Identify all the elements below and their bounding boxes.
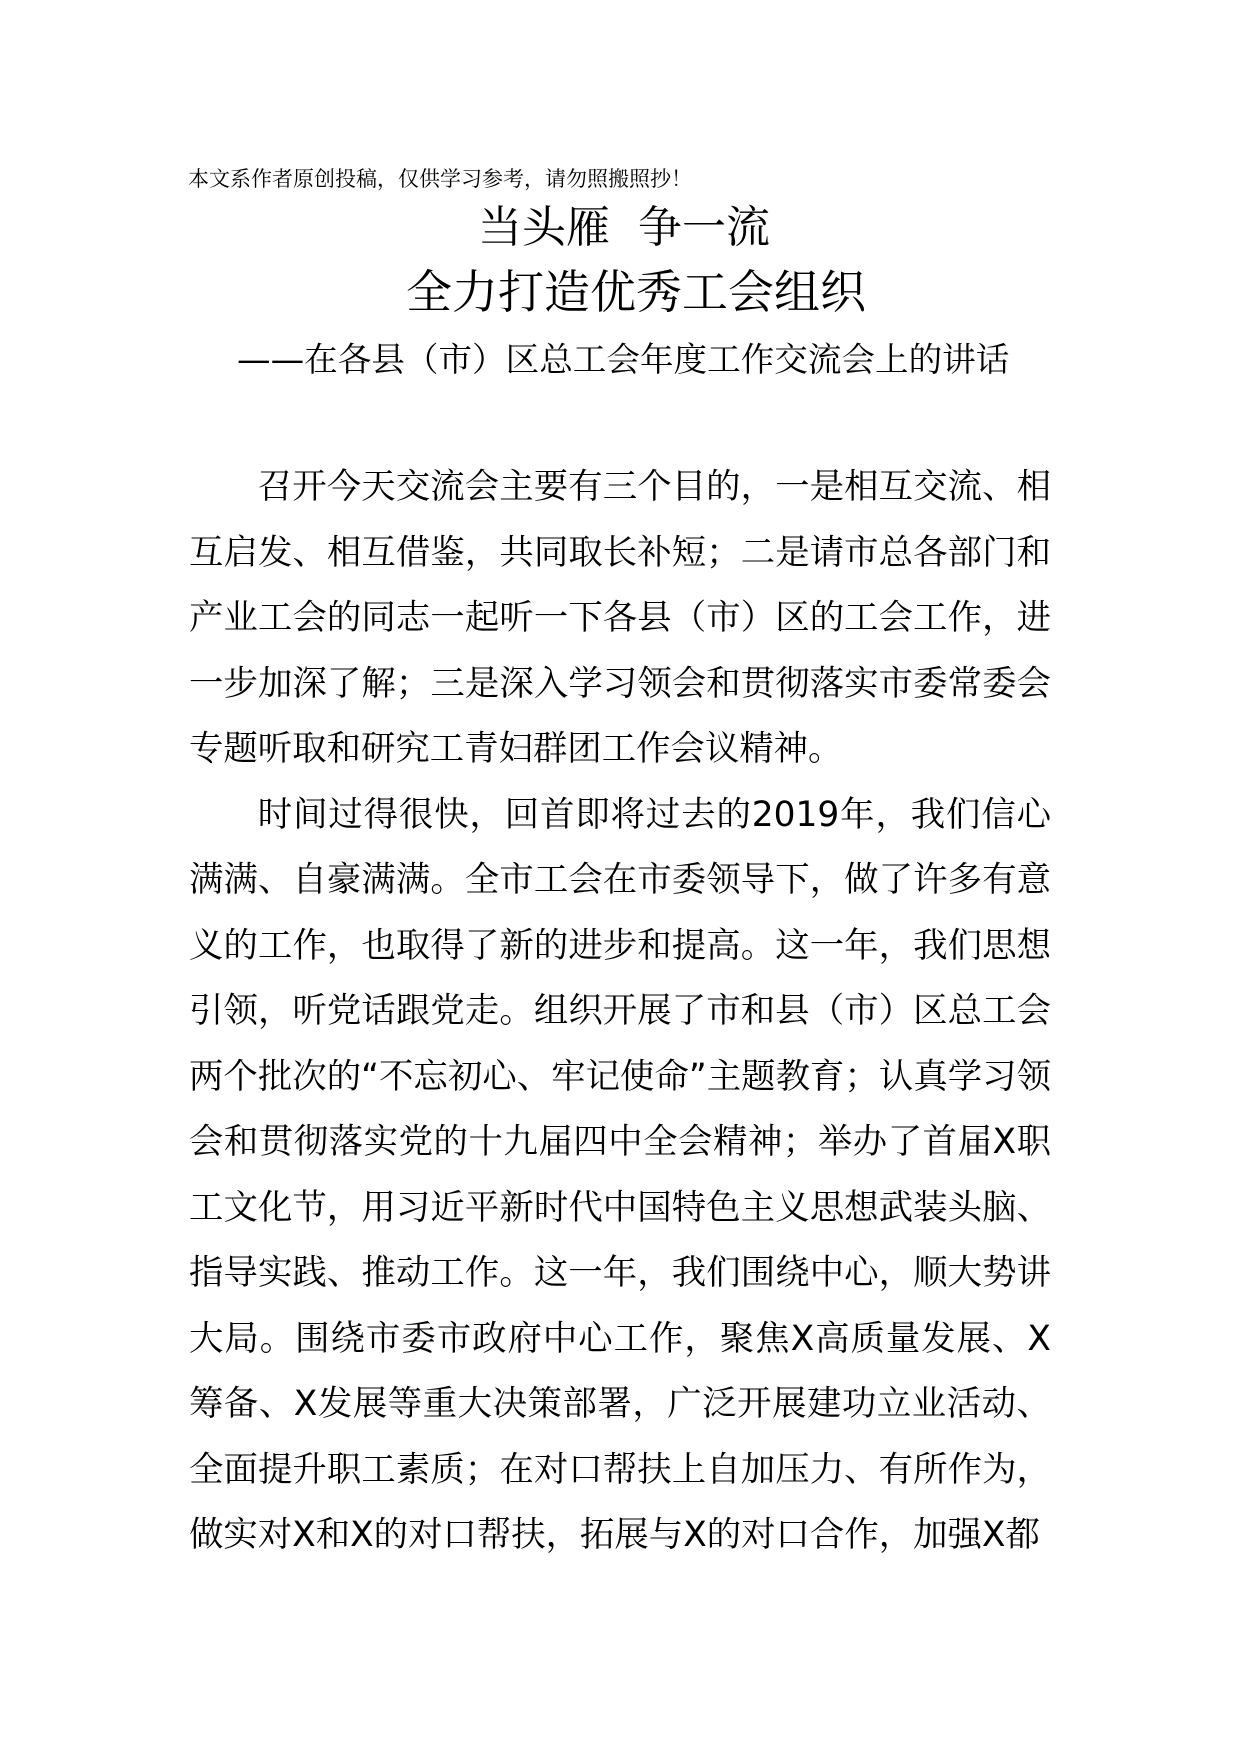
disclaimer-note: 本文系作者原创投稿，仅供学习参考，请勿照搬照抄！ — [188, 167, 692, 191]
body-paragraph-2: 时间过得很快，回首即将过去的2019年，我们信心满满、自豪满满。全市工会在市委领导下，做了许多有意义的工作，也取得了新的进步和提高。这一年，我们思想引领，听党话跟党走。组织开展了市和县（市）区总工会两个批次的“不忘初心、牢记使命”主题教育；认真学习领会和贯彻落实党的十九届四中全会精神；举办了首届X职工文化节，用习近平新时代中国特色主义思想武装头脑、指导实践、推动工作。这一年，我们围绕中心，顺大势讲大局。围绕市委市政府中心工作，聚焦X高质量发展、X筹备、X发展等重大决策部署，广泛开展建功立业活动、全面提升职工素质；在对口帮扶上自加压力、有所作为，做实对X和X的对口帮扶，拓展与X的对口合作，加强X都 — [189, 794, 1051, 1555]
document-title-line-2: 全力打造优秀工会组织 — [406, 265, 866, 319]
body-paragraph-1: 召开今天交流会主要有三个目的，一是相互交流、相互启发、相互借鉴，共同取长补短；二是请市总各部门和产业工会的同志一起听一下各县（市）区的工会工作，进一步加深了解；三是深入学习领会和贯彻落实市委常委会专题听取和研究工青妇群团工作会议精神。 — [189, 467, 1051, 769]
document-title-line-1: 当头雁 争一流 — [478, 202, 770, 253]
document-subtitle: ——在各县（市）区总工会年度工作交流会上的讲话 — [237, 340, 1010, 379]
document-body — [189, 455, 1051, 1569]
